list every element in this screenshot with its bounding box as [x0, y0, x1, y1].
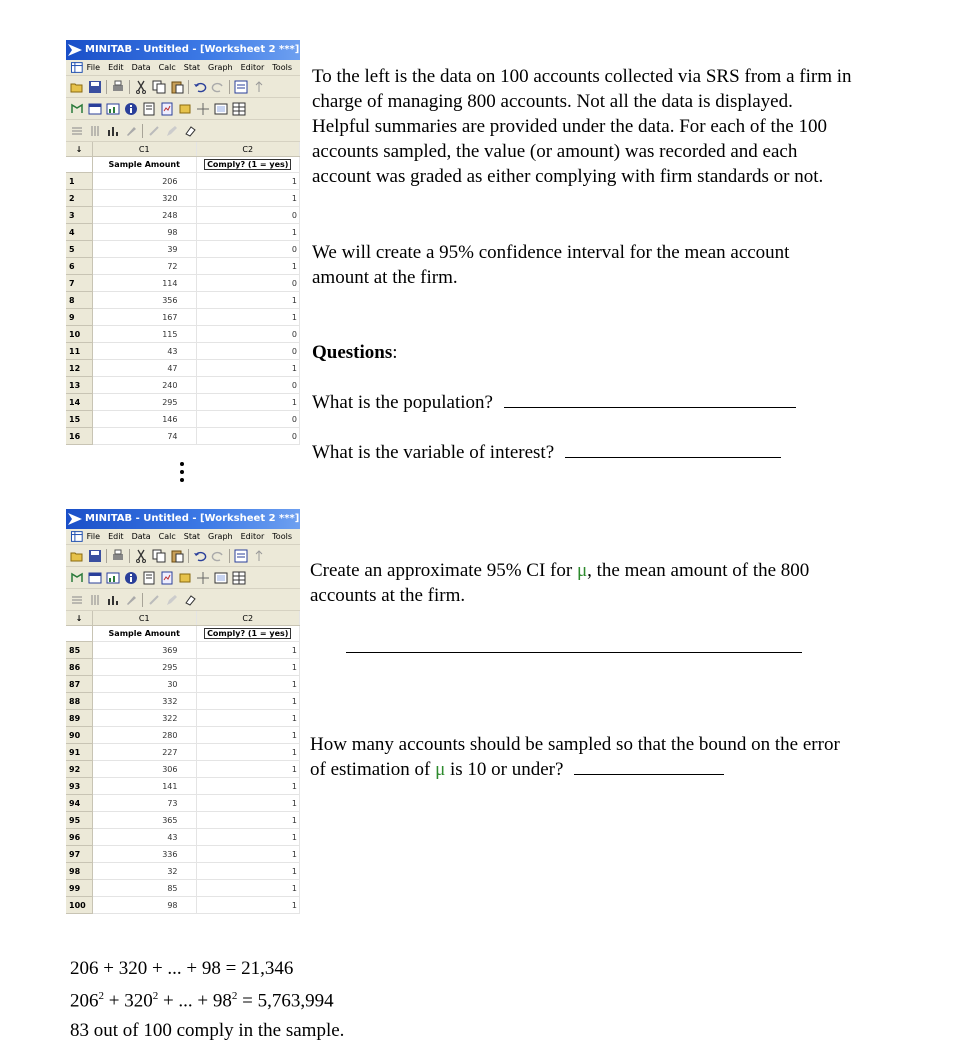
menu-bar: [66, 529, 300, 545]
row-number[interactable]: 4: [66, 224, 93, 241]
comply-cell[interactable]: 0: [196, 377, 300, 394]
cut-icon[interactable]: [134, 80, 148, 94]
output-icon[interactable]: [214, 102, 228, 116]
data-rows: [66, 642, 300, 914]
sample-amount-cell[interactable]: 365: [93, 812, 197, 829]
separator: [129, 549, 130, 563]
sample-amount-cell[interactable]: 30: [93, 676, 197, 693]
comply-cell[interactable]: 1: [196, 693, 300, 710]
comply-cell[interactable]: 0: [196, 428, 300, 445]
table-row: [66, 343, 300, 360]
row-header-blank: [66, 157, 93, 173]
column-id-c2[interactable]: C2: [196, 611, 300, 626]
comply-cell[interactable]: 1: [196, 642, 300, 659]
questions-heading-label: Questions: [312, 342, 393, 363]
table-row: [66, 778, 300, 795]
table-row: [66, 309, 300, 326]
table-row: [66, 880, 300, 897]
superscript-2: 2: [152, 990, 159, 1002]
sumsq-term-2: + 320: [104, 990, 153, 1012]
row-number[interactable]: 95: [66, 812, 93, 829]
window-title: MINITAB - Untitled - [Worksheet 2 ***]: [85, 44, 300, 55]
row-number[interactable]: 2: [66, 190, 93, 207]
save-icon[interactable]: [88, 80, 102, 94]
sample-amount-cell[interactable]: 73: [93, 795, 197, 812]
table-row: [66, 275, 300, 292]
toolbar-1: [66, 76, 300, 98]
row-number[interactable]: 7: [66, 275, 93, 292]
column-id-c1[interactable]: C1: [93, 142, 197, 157]
table-row: [66, 744, 300, 761]
comply-cell[interactable]: 1: [196, 659, 300, 676]
pencil-icon[interactable]: [165, 124, 179, 138]
info-icon[interactable]: [124, 102, 138, 116]
graph-window-icon[interactable]: [106, 571, 120, 585]
comply-cell[interactable]: 1: [196, 778, 300, 795]
question-population-text: What is the population?: [312, 392, 493, 413]
info-icon[interactable]: [124, 571, 138, 585]
undo-icon[interactable]: [193, 549, 207, 563]
redo-icon[interactable]: [211, 80, 225, 94]
row-number[interactable]: 93: [66, 778, 93, 795]
menu-graph[interactable]: Graph: [208, 532, 233, 541]
sample-amount-cell[interactable]: 43: [93, 829, 197, 846]
sample-amount-cell[interactable]: 43: [93, 343, 197, 360]
question-sample-text-a: How many accounts should be sampled so that the bound on the error of estimation of: [310, 734, 840, 780]
question-ci-text-b: , the mean amount of the 800 accounts at the firm.: [310, 560, 810, 606]
table-row: [66, 693, 300, 710]
question-sample-text-b: is 10 or under?: [445, 759, 564, 780]
sum-line: 206 + 320 + ... + 98 = 21,346: [70, 958, 294, 979]
question-ci-text-a: Create an approximate 95% CI for: [310, 560, 577, 581]
brush-icon[interactable]: [124, 124, 138, 138]
sumsq-term-3: + ... + 98: [158, 990, 232, 1012]
session-icon[interactable]: [70, 571, 84, 585]
row-number[interactable]: 88: [66, 693, 93, 710]
table-row: [66, 659, 300, 676]
question-sample-size: [310, 732, 855, 782]
table-row: [66, 190, 300, 207]
table-row: [66, 360, 300, 377]
table-row: [66, 326, 300, 343]
sample-amount-cell[interactable]: 248: [93, 207, 197, 224]
table-row: [66, 795, 300, 812]
comply-cell[interactable]: 1: [196, 190, 300, 207]
data-rows: [66, 173, 300, 445]
sumsq-term-1: 206: [70, 990, 99, 1012]
separator: [188, 549, 189, 563]
column-id-c1[interactable]: C1: [93, 611, 197, 626]
row-number[interactable]: 15: [66, 411, 93, 428]
question-variable-text: What is the variable of interest?: [312, 442, 555, 463]
column-id-c2[interactable]: C2: [196, 142, 300, 157]
sample-amount-cell[interactable]: 295: [93, 394, 197, 411]
sample-amount-cell[interactable]: 240: [93, 377, 197, 394]
comply-cell[interactable]: 1: [196, 829, 300, 846]
column-name-c1[interactable]: Sample Amount: [93, 157, 197, 173]
table-row: [66, 173, 300, 190]
worksheet-icon[interactable]: [71, 62, 83, 73]
ellipsis-dots: [180, 462, 186, 486]
table-row: [66, 377, 300, 394]
comply-cell[interactable]: 1: [196, 846, 300, 863]
copy-icon[interactable]: [152, 549, 166, 563]
sample-amount-cell[interactable]: 306: [93, 761, 197, 778]
comply-cell[interactable]: 0: [196, 275, 300, 292]
table-row: [66, 676, 300, 693]
menu-editor[interactable]: Editor: [240, 63, 265, 72]
sample-amount-cell[interactable]: 336: [93, 846, 197, 863]
comply-cell[interactable]: 1: [196, 292, 300, 309]
toolbar-3: [66, 589, 300, 611]
toolbar-2: [66, 98, 300, 120]
insert-columns-icon[interactable]: [88, 124, 102, 138]
sample-amount-cell[interactable]: 146: [93, 411, 197, 428]
comply-cell[interactable]: 0: [196, 343, 300, 360]
table-row: [66, 207, 300, 224]
column-name-c1[interactable]: Sample Amount: [93, 626, 197, 642]
arrow-up-icon[interactable]: [252, 549, 266, 563]
window-title: MINITAB - Untitled - [Worksheet 2 ***]: [85, 513, 300, 524]
row-number[interactable]: 87: [66, 676, 93, 693]
row-number[interactable]: 11: [66, 343, 93, 360]
comply-cell[interactable]: 1: [196, 173, 300, 190]
comply-cell[interactable]: 1: [196, 897, 300, 914]
worksheet-window-icon[interactable]: [88, 102, 102, 116]
table-row: [66, 258, 300, 275]
row-number[interactable]: 89: [66, 710, 93, 727]
menu-graph[interactable]: Graph: [208, 63, 233, 72]
comply-cell[interactable]: 0: [196, 207, 300, 224]
sample-amount-cell[interactable]: 369: [93, 642, 197, 659]
toolbar-2: [66, 567, 300, 589]
menu-file[interactable]: File: [86, 532, 101, 541]
superscript-2: 2: [98, 990, 104, 1002]
project-manager-icon[interactable]: [178, 102, 192, 116]
pencil-icon[interactable]: [165, 593, 179, 607]
related-graphs-icon[interactable]: [196, 571, 210, 585]
selected-cell[interactable]: Comply? (1 = yes): [204, 159, 291, 170]
minitab-logo-icon: [68, 513, 82, 525]
row-number[interactable]: 9: [66, 309, 93, 326]
sample-amount-cell[interactable]: 98: [93, 897, 197, 914]
table-row: [66, 727, 300, 744]
sample-amount-cell[interactable]: 320: [93, 190, 197, 207]
table-icon[interactable]: [232, 571, 246, 585]
mu-symbol: μ: [576, 560, 588, 581]
print-icon[interactable]: [111, 549, 125, 563]
sample-amount-cell[interactable]: 167: [93, 309, 197, 326]
row-number[interactable]: 90: [66, 727, 93, 744]
toolbar-3: [66, 120, 300, 142]
table-row: [66, 642, 300, 659]
menu-calc[interactable]: Calc: [158, 63, 176, 72]
sample-amount-cell[interactable]: 32: [93, 863, 197, 880]
separator: [106, 549, 107, 563]
cut-icon[interactable]: [134, 549, 148, 563]
comply-cell[interactable]: 1: [196, 676, 300, 693]
report-icon[interactable]: [160, 571, 174, 585]
row-number[interactable]: 14: [66, 394, 93, 411]
question-ci: [310, 558, 855, 608]
redo-icon[interactable]: [211, 549, 225, 563]
table-row: [66, 846, 300, 863]
row-number[interactable]: 16: [66, 428, 93, 445]
answer-blank-population[interactable]: [504, 391, 796, 408]
column-selector-arrow[interactable]: ↓: [66, 611, 93, 626]
menu-tools[interactable]: Tools: [272, 532, 292, 541]
row-number[interactable]: 86: [66, 659, 93, 676]
insert-rows-icon[interactable]: [70, 593, 84, 607]
edit-last-dialog-icon[interactable]: [234, 80, 248, 94]
comply-cell[interactable]: 1: [196, 744, 300, 761]
comply-cell[interactable]: 1: [196, 812, 300, 829]
sample-amount-cell[interactable]: 280: [93, 727, 197, 744]
sample-amount-cell[interactable]: 115: [93, 326, 197, 343]
sample-amount-cell[interactable]: 39: [93, 241, 197, 258]
sample-amount-cell[interactable]: 206: [93, 173, 197, 190]
row-number[interactable]: 98: [66, 863, 93, 880]
table-row: [66, 812, 300, 829]
answer-blank-sample-size[interactable]: [574, 758, 724, 775]
worksheet-icon[interactable]: [71, 531, 83, 542]
minitab-window-top: [66, 40, 300, 445]
menu-stat[interactable]: Stat: [183, 63, 201, 72]
comply-cell[interactable]: 1: [196, 258, 300, 275]
eraser-icon[interactable]: [183, 124, 197, 138]
menu-calc[interactable]: Calc: [158, 532, 176, 541]
comply-summary: 83 out of 100 comply in the sample.: [70, 1020, 345, 1041]
report-icon[interactable]: [160, 102, 174, 116]
table-row: [66, 897, 300, 914]
row-number[interactable]: 96: [66, 829, 93, 846]
brush-icon[interactable]: [124, 593, 138, 607]
questions-heading-colon: :: [392, 342, 398, 363]
table-row: [66, 394, 300, 411]
set-id-icon[interactable]: [147, 124, 161, 138]
menu-data[interactable]: Data: [131, 532, 151, 541]
graph-window-icon[interactable]: [106, 102, 120, 116]
comply-cell[interactable]: 1: [196, 360, 300, 377]
separator: [129, 80, 130, 94]
mu-symbol: μ: [435, 759, 446, 780]
row-number[interactable]: 99: [66, 880, 93, 897]
comply-cell[interactable]: 1: [196, 863, 300, 880]
row-number[interactable]: 3: [66, 207, 93, 224]
row-number[interactable]: 97: [66, 846, 93, 863]
sample-amount-cell[interactable]: 98: [93, 224, 197, 241]
undo-icon[interactable]: [193, 80, 207, 94]
comply-cell[interactable]: 1: [196, 880, 300, 897]
table-row: [66, 863, 300, 880]
print-icon[interactable]: [111, 80, 125, 94]
superscript-2: 2: [231, 990, 238, 1002]
column-name-c2[interactable]: [196, 157, 300, 173]
ci-statement: We will create a 95% confidence interval for the mean account amount at the firm.: [312, 242, 790, 288]
row-header-blank: [66, 626, 93, 642]
comply-cell[interactable]: 1: [196, 224, 300, 241]
answer-blank-ci[interactable]: [346, 652, 802, 653]
bar-chart-icon[interactable]: [106, 593, 120, 607]
menu-stat[interactable]: Stat: [183, 532, 201, 541]
row-number[interactable]: 100: [66, 897, 93, 914]
table-row: [66, 241, 300, 258]
sample-amount-cell[interactable]: 141: [93, 778, 197, 795]
menu-data[interactable]: Data: [131, 63, 151, 72]
row-number[interactable]: 8: [66, 292, 93, 309]
sample-amount-cell[interactable]: 85: [93, 880, 197, 897]
table-row: [66, 224, 300, 241]
comply-cell[interactable]: 1: [196, 309, 300, 326]
session-icon[interactable]: [70, 102, 84, 116]
questions-heading: [312, 340, 398, 365]
table-row: [66, 710, 300, 727]
sample-amount-cell[interactable]: 295: [93, 659, 197, 676]
table-icon[interactable]: [232, 102, 246, 116]
separator: [142, 593, 143, 607]
window-title-bar: [66, 509, 300, 529]
row-number[interactable]: 13: [66, 377, 93, 394]
row-number[interactable]: 5: [66, 241, 93, 258]
menu-edit[interactable]: Edit: [108, 63, 124, 72]
sample-amount-cell[interactable]: 322: [93, 710, 197, 727]
sample-amount-cell[interactable]: 356: [93, 292, 197, 309]
row-number[interactable]: 85: [66, 642, 93, 659]
sample-amount-cell[interactable]: 227: [93, 744, 197, 761]
column-name-c2[interactable]: [196, 626, 300, 642]
project-manager-icon[interactable]: [178, 571, 192, 585]
edit-last-dialog-icon[interactable]: [234, 549, 248, 563]
output-icon[interactable]: [214, 571, 228, 585]
window-title-bar: [66, 40, 300, 60]
minitab-window-bottom: [66, 509, 300, 914]
menu-tools[interactable]: Tools: [272, 63, 292, 72]
comply-cell[interactable]: 0: [196, 326, 300, 343]
row-number[interactable]: 10: [66, 326, 93, 343]
history-icon[interactable]: [142, 571, 156, 585]
paste-icon[interactable]: [170, 80, 184, 94]
toolbar-1: [66, 545, 300, 567]
menu-file[interactable]: File: [86, 63, 101, 72]
worksheet-window-icon[interactable]: [88, 571, 102, 585]
sum-squares-line: [70, 990, 334, 1012]
table-row: [66, 292, 300, 309]
comply-cell[interactable]: 1: [196, 795, 300, 812]
menu-bar: [66, 60, 300, 76]
table-row: [66, 411, 300, 428]
question-variable: [312, 440, 781, 465]
sample-amount-cell[interactable]: 74: [93, 428, 197, 445]
worksheet-grid-top: [66, 142, 300, 445]
comply-cell[interactable]: 0: [196, 411, 300, 428]
eraser-icon[interactable]: [183, 593, 197, 607]
row-number[interactable]: 12: [66, 360, 93, 377]
row-number[interactable]: 92: [66, 761, 93, 778]
row-number[interactable]: 1: [66, 173, 93, 190]
intro-paragraph: To the left is the data on 100 accounts collected via SRS from a firm in charge of managing 800 accounts. Not all the data is displayed. Helpful summaries are provided under the data. For each of the 100 accounts sampled, the value (or amount) was recorded and each account was graded as either complying with firm standards or not.: [312, 66, 852, 187]
answer-blank-variable[interactable]: [565, 441, 781, 458]
insert-rows-icon[interactable]: [70, 124, 84, 138]
comply-cell[interactable]: 1: [196, 710, 300, 727]
table-row: [66, 428, 300, 445]
selected-cell[interactable]: Comply? (1 = yes): [204, 628, 291, 639]
comply-cell[interactable]: 1: [196, 761, 300, 778]
insert-columns-icon[interactable]: [88, 593, 102, 607]
row-number[interactable]: 91: [66, 744, 93, 761]
table-row: [66, 761, 300, 778]
arrow-up-icon[interactable]: [252, 80, 266, 94]
menu-editor[interactable]: Editor: [240, 532, 265, 541]
open-icon[interactable]: [70, 549, 84, 563]
open-icon[interactable]: [70, 80, 84, 94]
set-id-icon[interactable]: [147, 593, 161, 607]
sample-amount-cell[interactable]: 72: [93, 258, 197, 275]
menu-edit[interactable]: Edit: [108, 532, 124, 541]
sample-amount-cell[interactable]: 47: [93, 360, 197, 377]
comply-cell[interactable]: 1: [196, 727, 300, 744]
bar-chart-icon[interactable]: [106, 124, 120, 138]
column-selector-arrow[interactable]: ↓: [66, 142, 93, 157]
worksheet-grid-bottom: [66, 611, 300, 914]
row-number[interactable]: 6: [66, 258, 93, 275]
separator: [106, 80, 107, 94]
copy-icon[interactable]: [152, 80, 166, 94]
separator: [142, 124, 143, 138]
separator: [229, 80, 230, 94]
history-icon[interactable]: [142, 102, 156, 116]
table-row: [66, 829, 300, 846]
sumsq-total: = 5,763,994: [237, 990, 334, 1012]
sample-amount-cell[interactable]: 332: [93, 693, 197, 710]
comply-cell[interactable]: 1: [196, 394, 300, 411]
sample-amount-cell[interactable]: 114: [93, 275, 197, 292]
minitab-logo-icon: [68, 44, 82, 56]
question-population: [312, 390, 796, 415]
related-graphs-icon[interactable]: [196, 102, 210, 116]
separator: [229, 549, 230, 563]
paste-icon[interactable]: [170, 549, 184, 563]
comply-cell[interactable]: 0: [196, 241, 300, 258]
save-icon[interactable]: [88, 549, 102, 563]
separator: [188, 80, 189, 94]
row-number[interactable]: 94: [66, 795, 93, 812]
